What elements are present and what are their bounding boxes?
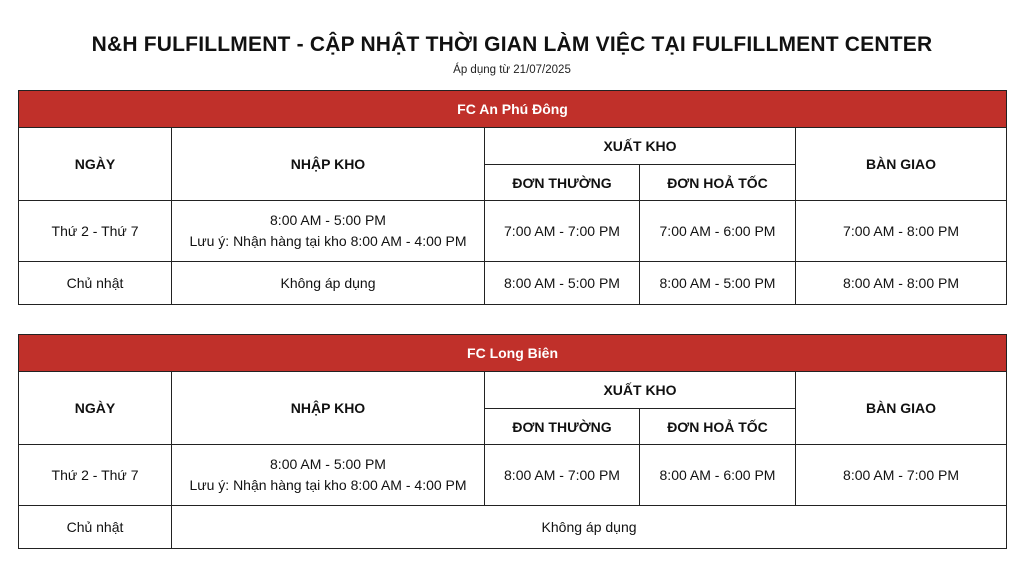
table-row-sunday: [19, 262, 1007, 305]
cell-inbound: Không áp dụng: [172, 262, 485, 305]
cell-express: 7:00 AM - 6:00 PM: [640, 201, 796, 262]
table-row-weekday: [19, 445, 1007, 506]
inbound-note: Lưu ý: Nhận hàng tại kho 8:00 AM - 4:00 PM: [189, 477, 467, 493]
inbound-note: Lưu ý: Nhận hàng tại kho 8:00 AM - 4:00 PM: [189, 233, 467, 249]
effective-date: Áp dụng từ 21/07/2025: [453, 64, 571, 76]
col-header-outbound: XUẤT KHO: [485, 372, 796, 409]
cell-handover: 8:00 AM - 7:00 PM: [796, 445, 1007, 506]
col-header-regular: ĐƠN THƯỜNG: [485, 165, 640, 201]
schedule-table-long-bien: [18, 334, 1007, 549]
col-header-inbound: NHẬP KHO: [172, 128, 485, 201]
col-header-inbound: NHẬP KHO: [172, 372, 485, 445]
cell-regular: 8:00 AM - 5:00 PM: [485, 262, 640, 305]
cell-handover: 7:00 AM - 8:00 PM: [796, 201, 1007, 262]
col-header-regular: ĐƠN THƯỜNG: [485, 409, 640, 445]
cell-handover: 8:00 AM - 8:00 PM: [796, 262, 1007, 305]
col-header-express: ĐƠN HOẢ TỐC: [640, 165, 796, 201]
col-header-handover: BÀN GIAO: [796, 372, 1007, 445]
cell-inbound: [172, 445, 485, 506]
table-row-sunday: [19, 506, 1007, 549]
inbound-hours: 8:00 AM - 5:00 PM: [270, 456, 386, 472]
col-header-day: NGÀY: [19, 128, 172, 201]
fc-name-banner: FC Long Biên: [19, 335, 1007, 372]
cell-regular: 7:00 AM - 7:00 PM: [485, 201, 640, 262]
cell-day: Chủ nhật: [19, 262, 172, 305]
inbound-hours: 8:00 AM - 5:00 PM: [270, 212, 386, 228]
col-header-outbound: XUẤT KHO: [485, 128, 796, 165]
cell-express: 8:00 AM - 6:00 PM: [640, 445, 796, 506]
page-title: N&H FULFILLMENT - CẬP NHẬT THỜI GIAN LÀM VIỆC TẠI FULFILLMENT CENTER: [91, 33, 933, 56]
col-header-handover: BÀN GIAO: [796, 128, 1007, 201]
schedule-table-an-phu-dong: [18, 90, 1007, 305]
cell-day: Chủ nhật: [19, 506, 172, 549]
cell-express: 8:00 AM - 5:00 PM: [640, 262, 796, 305]
table-row-weekday: [19, 201, 1007, 262]
col-header-express: ĐƠN HOẢ TỐC: [640, 409, 796, 445]
cell-inbound: [172, 201, 485, 262]
col-header-day: NGÀY: [19, 372, 172, 445]
cell-day: Thứ 2 - Thứ 7: [19, 445, 172, 506]
cell-regular: 8:00 AM - 7:00 PM: [485, 445, 640, 506]
cell-not-applicable: Không áp dụng: [172, 506, 1007, 549]
fc-name-banner: FC An Phú Đông: [19, 91, 1007, 128]
cell-day: Thứ 2 - Thứ 7: [19, 201, 172, 262]
